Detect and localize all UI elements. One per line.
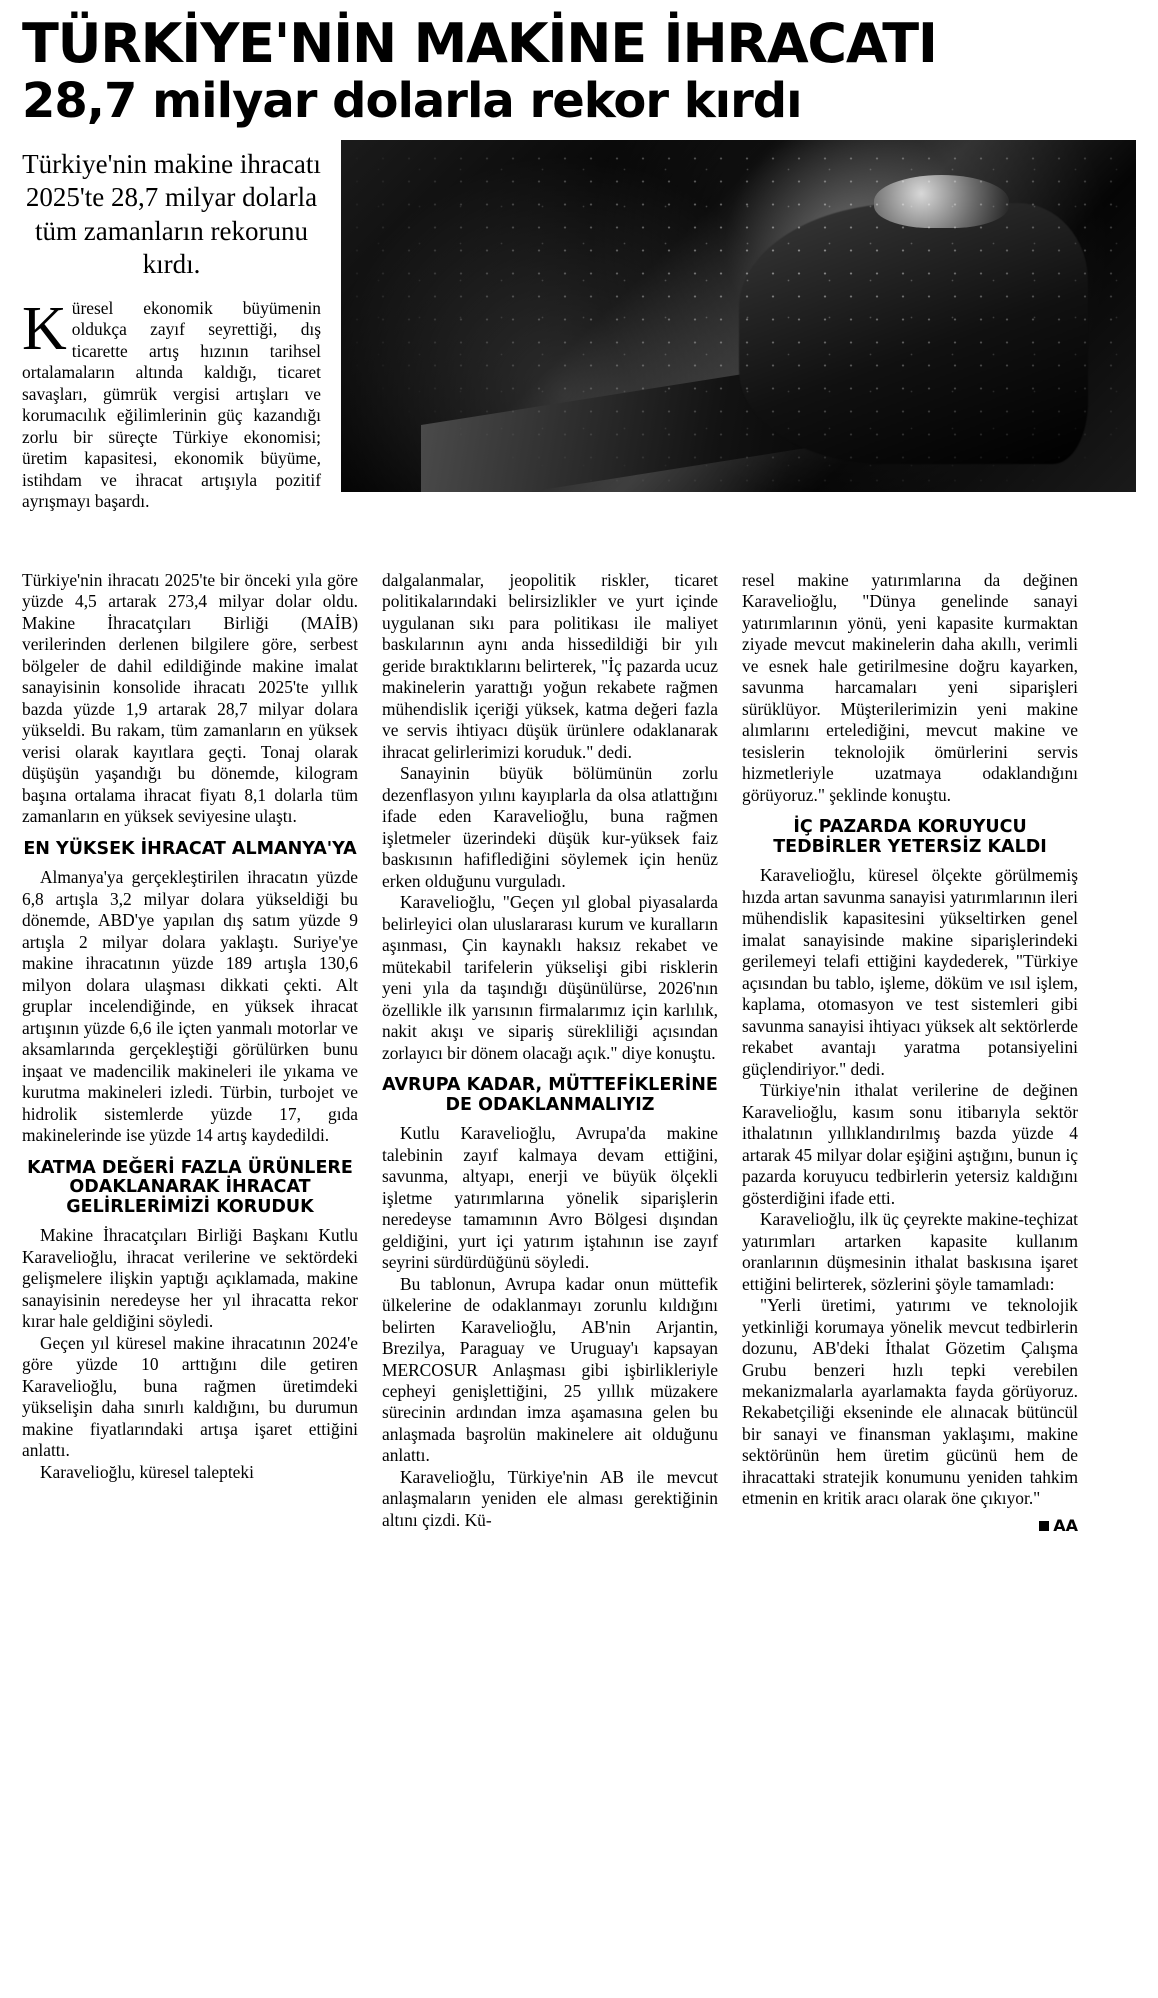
subheading-avrupa-kadar: AVRUPA KADAR, MÜTTEFİKLERİNE DE ODAKLANMALIYIZ — [382, 1075, 718, 1115]
paragraph: Sanayinin büyük bölümünün zorlu dezenflasyon yılını kayıplarla da olsa atlattığını ifade eden Karavelioğlu, buna rağmen işletmeler üzerindeki düşük kur-yüksek faiz baskısının hafiflediğini söylemek için henüz erken olduğunu vurguladı. — [382, 763, 718, 891]
lede-text: üresel ekonomik büyümenin oldukça zayıf seyrettiği, dış ticarette artış hızının tarihsel ortalamaların altında kaldığı, ticaret savaşları, gümrük vergisi artışları ve korumacılık eğilimlerinin güç kazandığı zorlu bir süreçte Türkiye ekonomisi; üretim kapasitesi, ekonomik büyüme, istihdam ve ihracat artışıyla pozitif ayrışmayı başardı. — [22, 297, 321, 512]
paragraph: dalgalanmalar, jeopolitik riskler, ticaret politikalarındaki belirsizlikler ve yurt içinde uygulanan sıkı para politikası ile maliyet baskılarının aynı anda hissedildiği bir yılı geride bıraktıklarını belirterek, "İç pazarda ucuz makinelerin yarattığı yoğun rekabete rağmen mühendislik içeriği yüksek, katma değeri fazla ve servis ihtiyacı düşük ürünlere odaklanarak ihracat gelirlerimizi koruduk." dedi. — [382, 569, 718, 762]
paragraph: Almanya'ya gerçekleştirilen ihracatın yüzde 6,8 artışla 3,2 milyar dolara yükseldiği bu dönemde, ABD'ye yapılan dış satım yüzde 9 artışla 2 milyar dolara yaklaştı. Suriye'ye makine ihracatının yüzde 189 artışla 130,6 milyon dolara ulaşması dikkati çekti. Alt gruplar incelendiğinde, en yüksek ihracat artışının yüzde 6,6 ile içten yanmalı motorlar ve aksamlarında gerçekleştiği görülürken bunu inşaat ve madencilik makineleri ile yıkama ve kurutma makineleri izledi. Türbin, turbojet ve hidrolik sistemlerde yüzde 17, gıda makinelerinde ise yüzde 14 artış kaydedildi. — [22, 867, 358, 1146]
headline-line-2: 28,7 milyar dolarla rekor kırdı — [22, 72, 802, 129]
paragraph: Karavelioğlu, "Geçen yıl global piyasalarda belirleyici olan uluslararası kurum ve kuralların aşınması, Çin kaynaklı haksız rekabet ve mütekabil tarifelerin yükselişi gibi risklerin yeni yıla da taşındığı düşünülürse, 2026'nın özellikle ilk yarısının firmalarımız için karlılık, nakit akışı ve sipariş sürekliliği açısından zorlayıcı bir dönem olacağı açık." diye konuştu. — [382, 892, 718, 1063]
deck-column — [22, 140, 337, 570]
lede-paragraph — [22, 294, 321, 513]
paragraph: Geçen yıl küresel makine ihracatının 2024'e göre yüzde 10 arttığını dile getiren Karavelioğlu, buna rağmen üretimdeki yükselişin daha sınırlı kaldığını, bu durumun makine fiyatlarındaki artışa işaret ettiğini anlattı. — [22, 1332, 358, 1461]
paragraph: Makine İhracatçıları Birliği Başkanı Kutlu Karavelioğlu, ihracat verilerine ve sektördeki gelişmelere ilişkin yaptığı açıklamada, makine sanayisinin neredeyse her yıl ihracatta rekor kırar hale geldiğini söyledi. — [22, 1225, 358, 1332]
agency-label: AA — [1053, 1515, 1078, 1535]
subheading-ic-pazarda-koruyucu: İÇ PAZARDA KORUYUCU TEDBİRLER YETERSİZ KALDI — [773, 817, 1047, 857]
subheading-en-yuksek-ihracat: EN YÜKSEK İHRACAT ALMANYA'YA — [23, 838, 357, 859]
top-block — [0, 140, 1158, 570]
paragraph: Karavelioğlu, küresel talepteki — [40, 1461, 254, 1482]
paragraph: Türkiye'nin ithalat verilerine de değinen Karavelioğlu, kasım sonu itibarıyla sektör ithalatının yıllıklandırılmış bazda yüzde 4 artarak 45 milyar dolar eşiğini aştığını, bunun iç pazarda koruyucu tedbirlerin yetersiz kaldığını gösterdiğini ifade etti. — [742, 1080, 1078, 1208]
paragraph: resel makine yatırımlarına da değinen Karavelioğlu, "Dünya genelinde sanayi yatırımlarının yönü, yeni kapasite kurmaktan ziyade mevcut makinelerin daha akıllı, verimli ve esnek hale getirilmesine doğru kayarken, savunma harcamaları yeni siparişleri sürüklüyor. Müşterilerimizin yeni makine alımlarını ertelediğini, mevcut makine ve tesislerin teknolojik ömürlerini servis hizmetleriyle uzatmaya odaklandığını görüyoruz." şeklinde konuştu. — [742, 569, 1078, 805]
article-photo — [341, 140, 1136, 492]
subheading-katma-degeri-fazla: KATMA DEĞERİ FAZLA ÜRÜNLERE ODAKLANARAK İHRACAT GELİRLERİMİZİ KORUDUK — [27, 1157, 353, 1217]
photo-sparks — [341, 140, 1136, 492]
masthead — [0, 0, 1158, 129]
headline-line-1: TÜRKİYE'NİN MAKİNE İHRACATI — [22, 12, 937, 75]
paragraph: Türkiye'nin ihracatı 2025'te bir önceki yıla göre yüzde 4,5 artarak 273,4 milyar dolar oldu. Makine İhracatçıları Birliği (MAİB) verilerinden derlenen bilgilere göre, serbest bölgeler de dahil edildiğinde makine imalat sanayisinin konsolide ihracatı 2025'te yıllık bazda yüzde 1,9 artarak 28,7 milyar dolara yükseldi. Bu rakam, tüm zamanların en yüksek verisi olarak kayıtlara geçti. Tonaj olarak düşüşün yaşandığı bu dönemde, kilogram başına ortalama ihracat fiyatı 8,1 dolarla tüm zamanların en yüksek seviyesine ulaştı. — [22, 569, 358, 827]
paragraph: Karavelioğlu, küresel ölçekte görülmemiş hızda artan savunma sanayisi yatırımlarının ileri mühendislik kapasitesini yükseltirken genel imalat sanayisinde makine siparişlerindeki gerilemeyi telafi ettiğini kaydederek, "Türkiye açısından bu tablo, işleme, döküm ve ısıl işlem, kaplama, otomasyon ve test sistemleri gibi savunma sanayisi ihtiyacı yüksek alt sektörlerde rekabet avantajı yaratma potansiyelini güçlendiriyor." dedi. — [742, 865, 1078, 1079]
square-bullet-icon — [1039, 1521, 1049, 1531]
article-deck: Türkiye'nin makine ihracatı 2025'te 28,7 milyar dolarla tüm zamanların rekorunu kırdı. — [22, 148, 321, 280]
column-2 — [382, 570, 718, 1536]
paragraph: Karavelioğlu, Türkiye'nin AB ile mevcut anlaşmaların yeniden ele alması gerektiğinin altını çizdi. Kü- — [382, 1466, 718, 1530]
drop-cap: K — [22, 294, 67, 363]
column-3 — [742, 570, 1078, 1536]
column-1 — [22, 570, 358, 1536]
paragraph: Kutlu Karavelioğlu, Avrupa'da makine talebinin zayıf kalmaya devam ettiğini, savunma, altyapı, enerji ve büyük ölçekli işletme yatırımlarına yönelik siparişlerin neredeyse tamamının Avro Bölgesi dışından geldiğini, yurt içi yatırım iştahının ise zayıf seyrini sürdürdüğünü söyledi. — [382, 1123, 718, 1273]
agency-credit — [742, 1516, 1078, 1536]
body-columns — [0, 570, 1158, 1546]
paragraph: "Yerli üretimi, yatırımı ve teknolojik yetkinliği korumaya yönelik mevcut tedbirlerin dozunu, AB'deki İthalat Gözetim Çalışma Grubu benzeri hızlı tepki verebilen mekanizmalarla ayarlamakta fayda görüyoruz. Rekabetçiliği ekseninde ele alınacak bütüncül bir sanayi ve finansman yaklaşımı, makine sektörünün hem üretim gücünü hem de ihracattaki stratejik konumunu yeniden tahkim etmenin en kritik aracı olarak öne çıkıyor." — [742, 1295, 1078, 1509]
paragraph: Bu tablonun, Avrupa kadar onun müttefik ülkelerine de odaklanmayı zorunlu kıldığını belirten Karavelioğlu, AB'nin Arjantin, Brezilya, Paraguay ve Uruguay'ı kapsayan MERCOSUR Anlaşması gibi işbirlikleriyle cepheyi genişlettiğini, 25 yıllık müzakere sürecinin ardından imza aşamasına gelen bu anlaşmada başrolün makinelere ait olduğunu anlattı. — [382, 1273, 718, 1466]
photo-caption-bar — [341, 492, 1136, 498]
photo-column — [337, 140, 1136, 570]
paragraph: Karavelioğlu, ilk üç çeyrekte makine-teçhizat yatırımları artarken kapasite kullanım oranlarının düşmesinin ithalat baskısına işaret ettiğini belirterek, sözlerini şöyle tamamladı: — [742, 1209, 1078, 1294]
